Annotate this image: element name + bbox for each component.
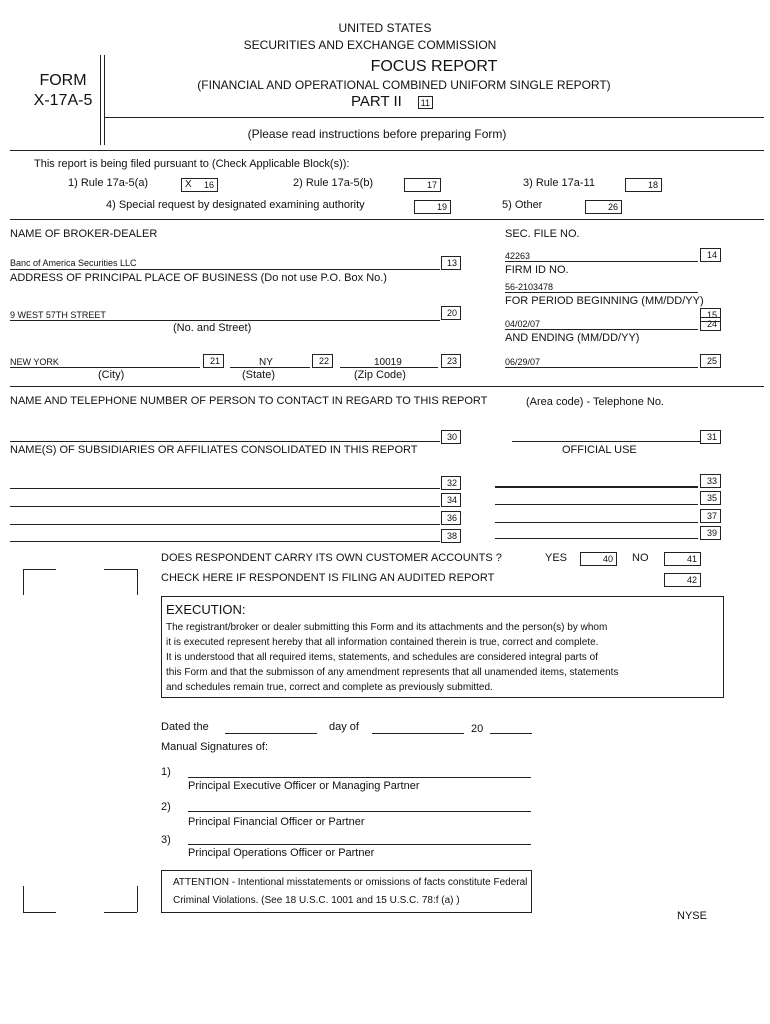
attention-line-2: Criminal Violations. (See 18 U.S.C. 1001 and 15 U.S.C. 78:f (a) ) [173,895,460,906]
broker-name-value[interactable]: Banc of America Securities LLC [10,258,137,268]
rule4-label: 4) Special request by designated examining authority [106,199,365,211]
part-box: 11 [418,96,433,109]
corner-mark-tl-h [23,569,56,570]
official-line-1 [495,486,698,488]
agency-line-1: UNITED STATES [338,21,432,35]
period-end-label: AND ENDING (MM/DD/YY) [505,332,640,344]
sec-file-value[interactable]: 42263 [505,251,531,261]
period-begin-box: 24 [700,317,721,331]
zip-line [340,367,438,368]
firm-id-line [505,292,698,293]
manual-signatures-label: Manual Signatures of: [161,741,269,753]
corner-mark-bl-h [23,912,56,913]
execution-line-4: this Form and that the submisson of any amendment represents that all unamended items, statements [166,667,619,678]
zip-caption: (Zip Code) [354,369,406,381]
header-bottom-rule [10,150,764,151]
audited-checkbox[interactable]: 42 [664,573,701,587]
zip-box: 23 [441,354,461,368]
dated-day-line[interactable] [225,733,317,734]
year-line[interactable] [490,733,532,734]
corner-mark-tl-v [23,569,24,595]
rule1-label: 1) Rule 17a-5(a) [68,177,149,189]
execution-line-2: it is executed represent hereby that all information contained therein is true, correct and complete. [166,637,599,648]
rule5-checkbox[interactable]: 26 [585,200,622,214]
subsidiary-line-2[interactable] [10,506,440,507]
no-label: NO [632,552,649,564]
contact-phone-line[interactable] [512,441,700,442]
customer-accounts-question: DOES RESPONDENT CARRY ITS OWN CUSTOMER ACCOUNTS ? [161,552,502,564]
state-box: 22 [312,354,333,368]
official-line-4 [495,538,698,539]
subsidiary-box-2: 34 [441,493,461,507]
official-box-4: 39 [700,526,721,540]
state-caption: (State) [242,369,276,381]
rule5-label: 5) Other [502,199,543,211]
official-box-3: 37 [700,509,721,523]
sec-file-box: 14 [700,248,721,262]
state-line [230,367,310,368]
state-value[interactable]: NY [259,357,273,368]
dated-label: Dated the [161,721,209,733]
period-begin-value[interactable]: 04/02/07 [505,319,541,329]
period-begin-line [505,329,698,330]
report-subtitle: (FINANCIAL AND OPERATIONAL COMBINED UNIFORM SINGLE REPORT) [197,78,611,92]
period-end-line [505,367,698,368]
firm-id-label: FIRM ID NO. [505,264,569,276]
subsidiary-line-3[interactable] [10,524,440,525]
contact-label: NAME AND TELEPHONE NUMBER OF PERSON TO CONTACT IN REGARD TO THIS REPORT [10,395,488,407]
signature-3-title: Principal Operations Officer or Partner [188,847,375,859]
firm-id-box: 15 [700,308,721,322]
city-value[interactable]: NEW YORK [10,357,59,367]
rule2-label: 2) Rule 17a-5(b) [293,177,374,189]
signature-2-title: Principal Financial Officer or Partner [188,816,365,828]
official-line-2 [495,504,698,505]
street-line [10,320,440,321]
rule2-checkbox[interactable]: 17 [404,178,441,192]
corner-mark-bl-v [23,886,24,912]
execution-line-5: and schedules remain true, correct and complete as previously submitted. [166,682,493,693]
signature-1-number: 1) [161,766,171,778]
no-checkbox[interactable]: 41 [664,552,701,566]
corner-mark-br-v [137,886,138,912]
yes-checkbox[interactable]: 40 [580,552,617,566]
report-title: FOCUS REPORT [370,58,498,75]
signature-1-title: Principal Executive Officer or Managing Partner [188,780,420,792]
execution-line-3: It is understood that all required items, statements, and schedules are considered integral parts of [166,652,598,663]
corner-mark-tr-v [137,569,138,595]
year-prefix: 20 [471,723,484,735]
city-caption: (City) [98,369,125,381]
broker-name-label: NAME OF BROKER-DEALER [10,228,158,240]
contact-name-box: 30 [441,430,461,444]
header-divider-left [100,55,101,145]
signature-2-number: 2) [161,801,171,813]
agency-line-2: SECURITIES AND EXCHANGE COMMISSION [243,38,497,52]
signature-3-line[interactable] [188,844,531,845]
rule1-checkbox[interactable]: X 16 [181,178,218,192]
part-label: PART II [351,93,402,110]
period-end-box: 25 [700,354,721,368]
execution-title: EXECUTION: [166,602,246,617]
day-of-label: day of [329,721,359,733]
filing-intro: This report is being filed pursuant to (Check Applicable Block(s)): [34,158,350,170]
period-end-value[interactable]: 06/29/07 [505,357,541,367]
address-bottom-rule [10,386,764,387]
month-line[interactable] [372,733,464,734]
city-line [10,367,200,368]
form-number: X-17A-5 [33,92,93,109]
attention-line-1: ATTENTION - Intentional misstatements or omissions of facts constitute Federal [173,877,528,888]
subsidiary-line-1[interactable] [10,488,440,489]
execution-box [161,596,724,698]
sec-file-line [505,261,698,262]
official-box-1: 33 [700,474,721,488]
execution-line-1: The registrant/broker or dealer submitting this Form and its attachments and the person(s) by whom [166,622,608,633]
phone-label: (Area code) - Telephone No. [526,396,664,408]
rule3-label: 3) Rule 17a-11 [523,177,595,189]
city-box: 21 [203,354,224,368]
address-label: ADDRESS OF PRINCIPAL PLACE OF BUSINESS (Do not use P.O. Box No.) [10,272,387,284]
subsidiaries-label: NAME(S) OF SUBSIDIARIES OR AFFILIATES CONSOLIDATED IN THIS REPORT [10,444,418,456]
audited-question: CHECK HERE IF RESPONDENT IS FILING AN AUDITED REPORT [161,572,495,584]
signature-2-line[interactable] [188,811,531,812]
contact-name-line[interactable] [10,441,440,442]
subsidiary-line-4[interactable] [10,541,440,542]
street-box: 20 [441,306,461,320]
period-begin-label: FOR PERIOD BEGINNING (MM/DD/YY) [505,295,704,307]
corner-mark-br-h [104,912,137,913]
official-box-2: 35 [700,491,721,505]
street-caption: (No. and Street) [173,322,252,334]
corner-mark-tr-h [104,569,137,570]
rule3-checkbox[interactable]: 18 [625,178,662,192]
yes-label: YES [545,552,568,564]
signature-3-number: 3) [161,834,171,846]
official-use-label: OFFICIAL USE [562,444,637,456]
subsidiary-box-3: 36 [441,511,461,525]
broker-name-box: 13 [441,256,461,270]
instructions: (Please read instructions before preparing Form) [247,127,507,141]
filing-bottom-rule [10,219,764,220]
contact-phone-box: 31 [700,430,721,444]
exchange-label: NYSE [677,910,707,922]
broker-name-line [10,269,440,270]
header-rule [104,117,764,118]
street-value[interactable]: 9 WEST 57TH STREET [10,310,106,320]
form-label: FORM [39,72,87,89]
attention-box [161,870,532,913]
rule4-checkbox[interactable]: 19 [414,200,451,214]
official-line-3 [495,522,698,523]
subsidiary-box-4: 38 [441,529,461,543]
zip-value[interactable]: 10019 [374,357,402,368]
sec-file-label: SEC. FILE NO. [505,228,580,240]
firm-id-value[interactable]: 56-2103478 [505,282,554,292]
subsidiary-box-1: 32 [441,476,461,490]
signature-1-line[interactable] [188,777,531,778]
